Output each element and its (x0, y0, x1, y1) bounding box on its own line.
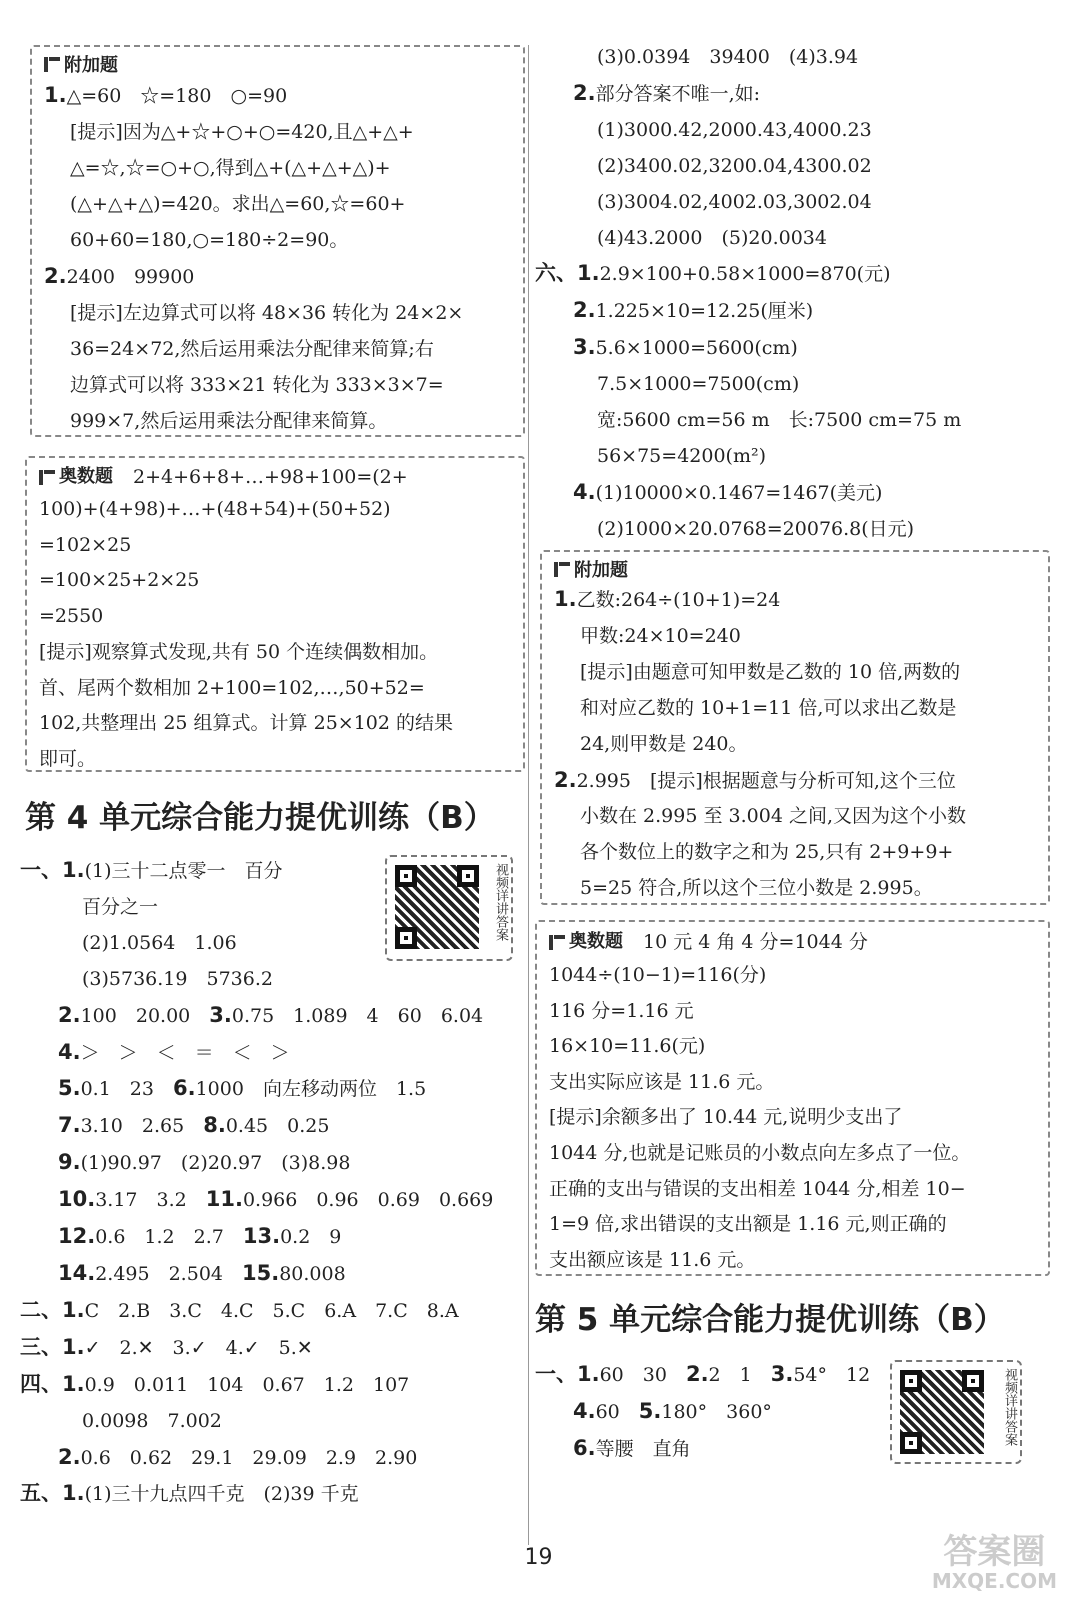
answer-line (535, 1430, 1050, 1467)
answer-text: (1)90.97 (2)20.97 (3)8.98 (80, 1152, 351, 1175)
answer-text: =102×25 (39, 533, 132, 556)
answer-line (39, 742, 511, 778)
answer-line (535, 76, 1050, 113)
answer-text: 甲数:24×10=240 (580, 624, 741, 647)
answer-text: 2400 99900 (66, 266, 195, 288)
answer-line (44, 222, 511, 258)
item-number: 2. (573, 298, 596, 323)
extra-question-box (540, 550, 1050, 905)
answer-text: 0.45 0.25 (225, 1115, 330, 1138)
qr-caption: 视频详讲答案 (1002, 1368, 1017, 1446)
answer-line (20, 853, 525, 890)
item-number: 5. (638, 1399, 662, 1423)
answer-line (44, 114, 511, 150)
answer-line (44, 77, 511, 114)
answer-text: [提示]观察算式发现,共有 50 个连续偶数相加。 (39, 640, 439, 663)
box-title: 奥数题 (39, 464, 113, 490)
answer-text: 2.9×100+0.58×1000=870(元) (599, 263, 891, 286)
unit5-answers (535, 1356, 1050, 1467)
answer-text: [提示]左边算式可以将 48×36 转化为 24×2× (70, 302, 464, 324)
answer-line (39, 492, 511, 528)
answer-text: 各个数位上的数字之和为 25,只有 2+9+9+ (580, 841, 954, 864)
answer-text: 80.008 (279, 1262, 346, 1285)
unit4-answers-continued (535, 40, 1050, 548)
answer-text: 999×7,然后运用乘法分配律来简算。 (70, 410, 388, 432)
box-lines (554, 582, 1036, 907)
item-number: 一、1. (535, 1362, 600, 1386)
answer-line (549, 994, 1036, 1030)
answer-text: 正确的支出与错误的支出相差 1044 分,相差 10− (549, 1177, 966, 1200)
answer-text: 0.75 1.089 4 60 6.04 (231, 1004, 484, 1027)
item-number: 13. (242, 1224, 281, 1249)
answer-text: (2)1.0564 1.06 (82, 931, 237, 954)
answer-line (535, 1356, 1050, 1393)
answer-line (554, 691, 1036, 727)
item-number: 15. (242, 1260, 280, 1285)
answer-text: 1=9 倍,求出错误的支出额是 1.16 元,则正确的 (549, 1213, 947, 1236)
answer-text: (2)1000×20.0768=20076.8(日元) (597, 517, 915, 540)
item-number: 3. (770, 1362, 794, 1386)
answer-line (549, 1172, 1036, 1208)
answer-line (39, 599, 511, 635)
answer-text: 0.0098 7.002 (82, 1409, 222, 1432)
answer-text: 7.5×1000=7500(cm) (597, 373, 800, 396)
answer-text: 和对应乙数的 10+1=11 倍,可以求出乙数是 (580, 696, 957, 719)
answer-line (535, 512, 1050, 548)
page-number: 19 (524, 1545, 553, 1570)
answer-text: 2 1 (708, 1364, 771, 1386)
item-number: 6. (173, 1076, 196, 1101)
item-number: 14. (58, 1260, 96, 1285)
item-number: 11. (205, 1187, 243, 1212)
item-number: 2. (58, 1002, 81, 1027)
answer-line (39, 706, 511, 742)
answer-text: 36=24×72,然后运用乘法分配律来简算;右 (70, 338, 434, 360)
unit4-answers (20, 853, 525, 1513)
box-lines (39, 492, 511, 778)
answer-text: (3)3004.02,4002.03,3002.04 (597, 190, 872, 213)
box-first-line: 奥数题 2+4+6+8+…+98+100=(2+ (39, 462, 511, 492)
answer-text: △=☆,☆=○+○,得到△+(△+△+△)+ (70, 157, 391, 179)
answer-line (20, 962, 525, 998)
answer-line (20, 890, 525, 926)
answer-text: (3)5736.19 5736.2 (82, 967, 273, 990)
answer-line (554, 799, 1036, 835)
answer-line (20, 1440, 525, 1477)
answer-text: 0.1 23 (80, 1078, 173, 1101)
answer-line (549, 1029, 1036, 1065)
answer-line (554, 619, 1036, 655)
answer-text: 1.225×10=12.25(厘米) (595, 300, 814, 323)
answer-text: 0.6 0.62 29.1 29.09 2.9 2.90 (80, 1446, 418, 1469)
section-icon (549, 935, 565, 950)
answer-text: 等腰 直角 (595, 1438, 691, 1460)
item-number: 二、1. (20, 1297, 85, 1322)
answer-text: 56×75=4200(m²) (597, 444, 767, 467)
answer-line (535, 475, 1050, 512)
answer-text: 5.6×1000=5600(cm) (595, 337, 798, 360)
answer-text: 54° 12 (793, 1364, 871, 1386)
answer-text: =2550 (39, 605, 104, 628)
answer-line (39, 528, 511, 564)
answer-text: 0.6 1.2 2.7 (95, 1226, 243, 1249)
answer-line (20, 1145, 525, 1182)
answer-text: 1000 向左移动两位 1.5 (195, 1078, 427, 1101)
answer-text: 支出实际应该是 11.6 元。 (549, 1070, 775, 1093)
answer-line (39, 635, 511, 671)
answer-line (554, 871, 1036, 907)
answer-line (20, 1071, 525, 1108)
item-number: 四、1. (20, 1371, 85, 1396)
answer-line (535, 1393, 1050, 1430)
answer-line (44, 258, 511, 295)
item-number: 9. (58, 1150, 81, 1175)
answer-line (535, 185, 1050, 221)
item-number: 4. (58, 1039, 81, 1064)
answer-text: 1044 分,也就是记账员的小数点向左多点了一位。 (549, 1141, 971, 1164)
answer-line (44, 186, 511, 222)
answer-line (549, 1100, 1036, 1136)
unit5-heading: 第 5 单元综合能力提优训练（B） (535, 1302, 1005, 1338)
answer-text: 小数在 2.995 至 3.004 之间,又因为这个小数 (580, 805, 966, 828)
answer-text: 首、尾两个数相加 2+100=102,…,50+52= (39, 676, 425, 699)
answer-line (39, 671, 511, 707)
answer-text: △=60 ☆=180 ○=90 (66, 85, 288, 107)
item-number: 5. (58, 1076, 81, 1101)
answer-line (20, 1367, 525, 1404)
answer-line (535, 403, 1050, 439)
box-first-line: 奥数题 10 元 4 角 4 分=1044 分 (549, 926, 1036, 958)
answer-line (44, 367, 511, 403)
answer-text: 116 分=1.16 元 (549, 999, 694, 1022)
answer-text: 0.9 0.011 104 0.67 1.2 107 (84, 1373, 410, 1396)
answer-line (535, 367, 1050, 403)
answer-text: (1)10000×0.1467=1467(美元) (595, 481, 883, 504)
answer-text: 60 30 (599, 1364, 686, 1386)
box-title: 奥数题 (549, 929, 623, 955)
answer-line (535, 149, 1050, 185)
extra-question-box (30, 45, 525, 437)
answer-text: (1)3000.42,2000.43,4000.23 (597, 118, 872, 141)
answer-line (39, 563, 511, 599)
section-icon (39, 470, 55, 485)
answer-line (44, 295, 511, 331)
item-number: 4. (573, 479, 596, 504)
item-number: 1. (554, 587, 577, 611)
answer-text: 边算式可以将 333×21 转化为 333×3×7= (70, 374, 444, 396)
answer-text: (1)三十九点四千克 (2)39 千克 (84, 1483, 359, 1506)
answer-line (554, 835, 1036, 871)
answer-line (20, 1219, 525, 1256)
answer-text: 60+60=180,○=180÷2=90。 (70, 229, 349, 251)
answer-line (535, 113, 1050, 149)
answer-text: 2.495 2.504 (95, 1262, 242, 1285)
item-number: 3. (209, 1002, 232, 1027)
answer-line (554, 655, 1036, 691)
answer-text: (2)3400.02,3200.04,4300.02 (597, 154, 872, 177)
item-number: 2. (44, 264, 67, 288)
answer-line (549, 1136, 1036, 1172)
answer-text: 100 20.00 (80, 1004, 210, 1027)
answer-line (535, 293, 1050, 330)
item-number: 2. (573, 80, 596, 105)
answer-text: 180° 360° (661, 1401, 772, 1423)
answer-text: 0.966 0.96 0.69 0.669 (242, 1189, 494, 1212)
box-title: 附加题 (554, 556, 1036, 582)
answer-text: 部分答案不唯一,如: (595, 82, 761, 105)
item-number: 10. (58, 1187, 96, 1212)
answer-line (20, 1330, 525, 1367)
answer-line (554, 763, 1036, 800)
answer-text: 支出额应该是 11.6 元。 (549, 1248, 756, 1271)
answer-text: 百分之一 (82, 895, 159, 918)
item-number: 4. (573, 1399, 596, 1423)
answer-line (535, 439, 1050, 475)
answer-line (535, 330, 1050, 367)
answer-text: [提示]由题意可知甲数是乙数的 10 倍,两数的 (580, 660, 961, 683)
item-number: 6. (573, 1436, 596, 1460)
answer-text: (4)43.2000 (5)20.0034 (597, 226, 827, 249)
answer-text: 0.2 9 (280, 1226, 342, 1249)
answer-text: 乙数:264÷(10+1)=24 (576, 589, 781, 611)
section-icon (44, 57, 60, 72)
answer-line (20, 1035, 525, 1072)
section-icon (554, 562, 570, 577)
olympiad-question-box (25, 456, 525, 772)
box-lines (549, 958, 1036, 1278)
answer-text: 3.17 3.2 (95, 1189, 206, 1212)
answer-text: C 2.B 3.C 4.C 5.C 6.A 7.C 8.A (84, 1299, 459, 1322)
box-lines (44, 77, 511, 439)
answer-text: (1)三十二点零一 百分 (84, 860, 283, 882)
column-divider (528, 45, 529, 1545)
item-number: 2. (685, 1362, 709, 1386)
answer-text: 宽:5600 cm=56 m 长:7500 cm=75 m (597, 409, 962, 432)
answer-text: ＞ ＞ ＜ ＝ ＜ ＞ (80, 1041, 290, 1064)
answer-text: [提示]余额多出了 10.44 元,说明少支出了 (549, 1106, 903, 1129)
answer-text: ✓ 2.✕ 3.✓ 4.✓ 5.✕ (84, 1336, 313, 1359)
answer-line (44, 150, 511, 186)
watermark: 答案圈 MXQE.COM (931, 1532, 1057, 1593)
answer-line (549, 1243, 1036, 1279)
answer-text: (△+△+△)=420。求出△=60,☆=60+ (70, 193, 406, 215)
answer-line (20, 1108, 525, 1145)
answer-text: 3.10 2.65 (80, 1115, 204, 1138)
answer-line (20, 1182, 525, 1219)
item-number: 12. (58, 1224, 96, 1249)
item-number: 一、1. (20, 858, 85, 882)
answer-text: 16×10=11.6(元) (549, 1035, 706, 1058)
answer-line (549, 1207, 1036, 1243)
answer-line (20, 998, 525, 1035)
answer-line (20, 1293, 525, 1330)
answer-text: 102,共整理出 25 组算式。计算 25×102 的结果 (39, 712, 454, 735)
qr-caption: 视频详讲答案 (493, 863, 508, 941)
answer-text: 24,则甲数是 240。 (580, 732, 748, 755)
item-number: 8. (203, 1113, 226, 1138)
answer-text: 即可。 (39, 747, 97, 770)
answer-line (535, 221, 1050, 257)
item-number: 1. (44, 83, 67, 107)
item-number: 7. (58, 1113, 81, 1138)
answer-text: 60 (595, 1401, 639, 1423)
answer-text: 100)+(4+98)+…+(48+54)+(50+52) (39, 498, 391, 520)
item-number: 2. (554, 767, 577, 792)
answer-line (554, 582, 1036, 619)
answer-text: [提示]因为△+☆+○+○=420,且△+△+ (70, 121, 414, 143)
answer-line (549, 958, 1036, 994)
answer-text: (3)0.0394 39400 (4)3.94 (597, 46, 859, 68)
answer-line (44, 403, 511, 439)
item-number: 六、1. (535, 261, 600, 286)
answer-line (554, 727, 1036, 763)
item-number: 三、1. (20, 1334, 85, 1359)
answer-line (20, 1476, 525, 1513)
answer-line (535, 40, 1050, 76)
answer-text: =100×25+2×25 (39, 569, 200, 592)
answer-line (20, 926, 525, 962)
olympiad-question-box (535, 920, 1050, 1276)
answer-line (44, 331, 511, 367)
item-number: 3. (573, 335, 596, 360)
answer-text: 2.995 [提示]根据题意与分析可知,这个三位 (576, 769, 956, 792)
item-number: 2. (58, 1444, 81, 1469)
box-title: 附加题 (44, 51, 511, 77)
answer-line (20, 1256, 525, 1293)
item-number: 五、1. (20, 1481, 85, 1506)
answer-line (20, 1404, 525, 1440)
answer-line (535, 256, 1050, 293)
unit4-heading: 第 4 单元综合能力提优训练（B） (25, 800, 495, 836)
answer-line (549, 1065, 1036, 1101)
answer-text: 5=25 符合,所以这个三位小数是 2.995。 (580, 877, 933, 900)
answer-text: 1044÷(10−1)=116(分) (549, 964, 767, 986)
